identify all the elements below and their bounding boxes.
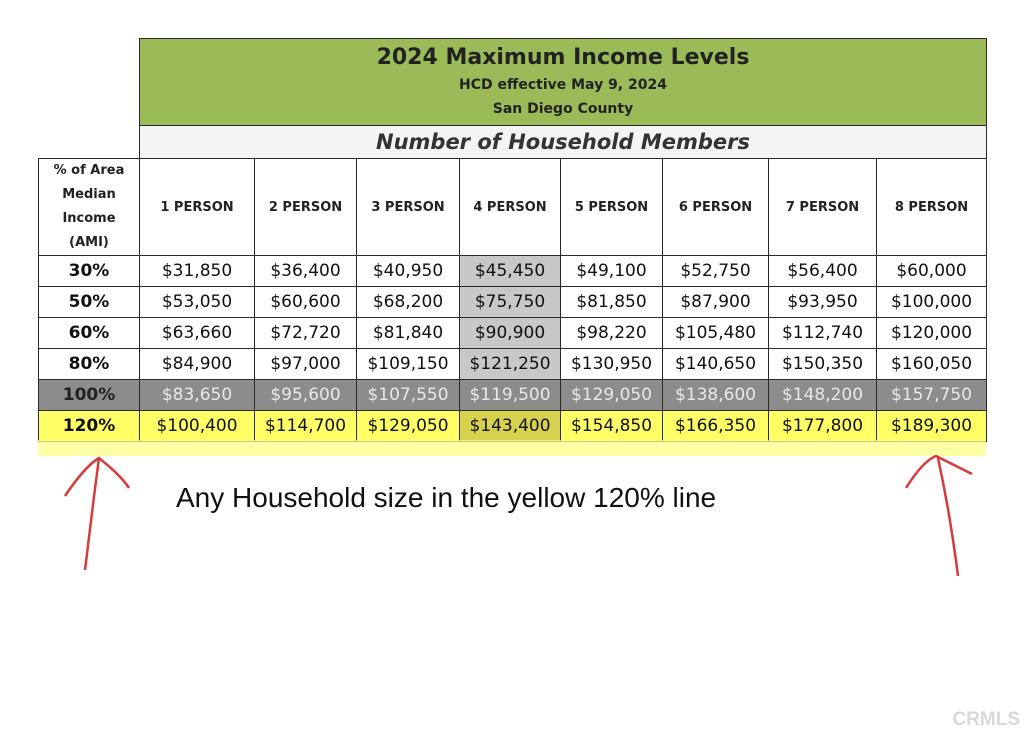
income-cell: $84,900 (140, 349, 255, 380)
left-arrow-icon (55, 448, 145, 578)
corner-blank-2 (39, 126, 140, 159)
income-cell: $52,750 (663, 256, 769, 287)
income-cell: $60,600 (255, 287, 357, 318)
corner-blank (39, 39, 140, 126)
income-cell: $130,950 (561, 349, 663, 380)
ami-header-line: (AMI) (69, 235, 109, 250)
income-cell: $81,840 (357, 318, 460, 349)
income-cell: $90,900 (460, 318, 561, 349)
table-row (39, 287, 987, 318)
ami-percent-cell: 100% (39, 380, 140, 411)
income-table-container (38, 38, 986, 442)
income-cell: $109,150 (357, 349, 460, 380)
income-cell: $154,850 (561, 411, 663, 442)
income-cell: $112,740 (769, 318, 877, 349)
table-subtitle: HCD effective May 9, 2024 (459, 77, 667, 93)
table-row-120-percent (39, 411, 987, 442)
income-cell: $114,700 (255, 411, 357, 442)
income-cell: $95,600 (255, 380, 357, 411)
income-cell: $53,050 (140, 287, 255, 318)
income-cell: $56,400 (769, 256, 877, 287)
yellow-highlight-band (38, 440, 986, 456)
income-cell: $49,100 (561, 256, 663, 287)
column-header: 7 PERSON (769, 159, 877, 256)
caption-text: Any Household size in the yellow 120% line (176, 482, 717, 513)
table-row (39, 349, 987, 380)
income-cell: $63,660 (140, 318, 255, 349)
income-cell: $129,050 (357, 411, 460, 442)
ami-percent-cell: 60% (39, 318, 140, 349)
income-cell: $81,850 (561, 287, 663, 318)
ami-percent-cell: 50% (39, 287, 140, 318)
income-cell: $120,000 (877, 318, 987, 349)
column-header: 6 PERSON (663, 159, 769, 256)
income-cell: $31,850 (140, 256, 255, 287)
income-cell: $129,050 (561, 380, 663, 411)
ami-header-line: Income (62, 211, 116, 226)
income-cell: $36,400 (255, 256, 357, 287)
column-header: 2 PERSON (255, 159, 357, 256)
income-cell: $45,450 (460, 256, 561, 287)
income-cell: $97,000 (255, 349, 357, 380)
table-row-100-percent (39, 380, 987, 411)
column-header: 4 PERSON (460, 159, 561, 256)
column-header: 5 PERSON (561, 159, 663, 256)
table-row (39, 256, 987, 287)
column-header: 3 PERSON (357, 159, 460, 256)
income-cell: $40,950 (357, 256, 460, 287)
income-cell: $100,000 (877, 287, 987, 318)
members-header: Number of Household Members (140, 126, 987, 159)
income-cell: $72,720 (255, 318, 357, 349)
table-county: San Diego County (492, 101, 634, 117)
income-cell: $93,950 (769, 287, 877, 318)
income-cell: $166,350 (663, 411, 769, 442)
ami-header-line: % of Area (53, 163, 125, 178)
income-cell: $121,250 (460, 349, 561, 380)
income-cell: $177,800 (769, 411, 877, 442)
income-cell: $100,400 (140, 411, 255, 442)
income-cell: $160,050 (877, 349, 987, 380)
ami-percent-cell: 30% (39, 256, 140, 287)
income-cell: $150,350 (769, 349, 877, 380)
income-cell: $138,600 (663, 380, 769, 411)
income-cell: $157,750 (877, 380, 987, 411)
income-levels-table (38, 38, 987, 442)
table-title: 2024 Maximum Income Levels (376, 45, 750, 70)
income-cell: $189,300 (877, 411, 987, 442)
table-row (39, 318, 987, 349)
table-header (140, 39, 987, 126)
income-cell: $60,000 (877, 256, 987, 287)
income-cell: $143,400 (460, 411, 561, 442)
income-cell: $75,750 (460, 287, 561, 318)
right-arrow-icon (896, 444, 986, 584)
income-cell: $87,900 (663, 287, 769, 318)
ami-header-line: Median (62, 187, 116, 202)
income-cell: $105,480 (663, 318, 769, 349)
income-cell: $119,500 (460, 380, 561, 411)
ami-percent-cell: 120% (39, 411, 140, 442)
income-cell: $83,650 (140, 380, 255, 411)
watermark: CRMLS (952, 709, 1020, 730)
income-cell: $107,550 (357, 380, 460, 411)
income-cell: $140,650 (663, 349, 769, 380)
ami-header (39, 159, 140, 256)
ami-percent-cell: 80% (39, 349, 140, 380)
income-cell: $68,200 (357, 287, 460, 318)
income-cell: $148,200 (769, 380, 877, 411)
column-header: 8 PERSON (877, 159, 987, 256)
income-cell: $98,220 (561, 318, 663, 349)
column-header: 1 PERSON (140, 159, 255, 256)
